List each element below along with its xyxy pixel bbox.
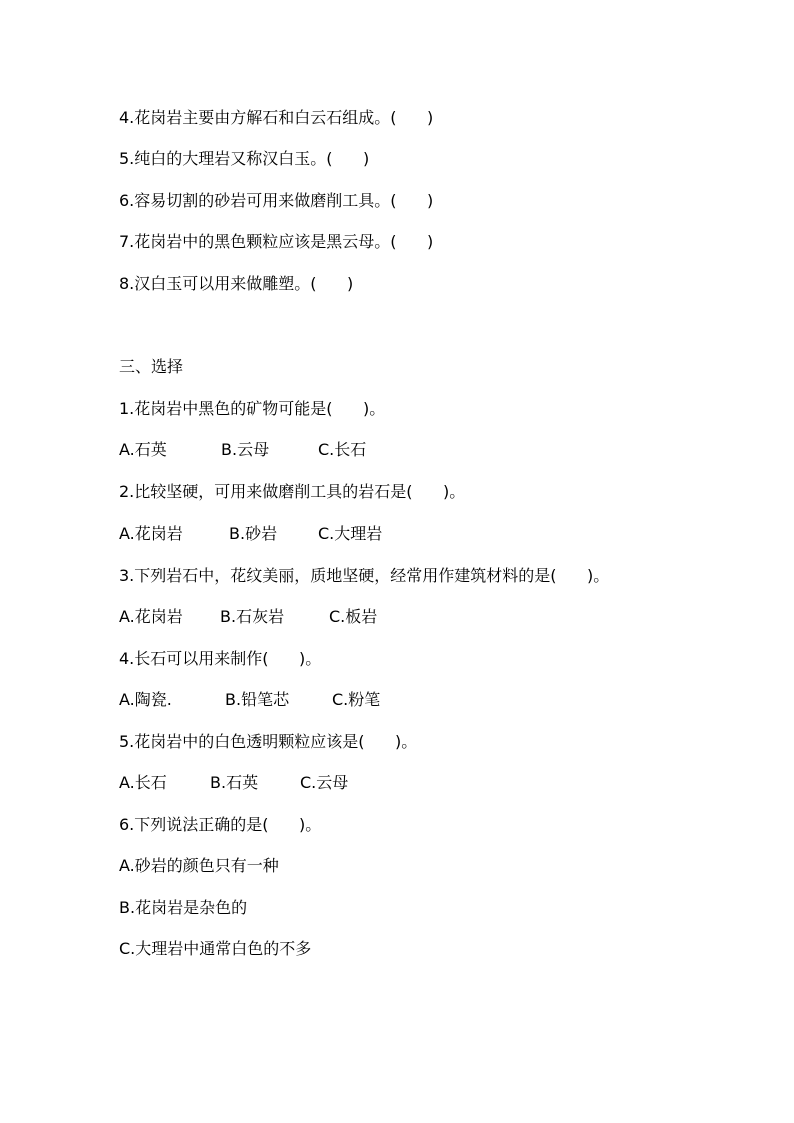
question-3-stem: 3.下列岩石中，花纹美丽，质地坚硬，经常用作建筑材料的是( )。 [119, 566, 610, 585]
question-1-stem: 1.花岗岩中黑色的矿物可能是( )。 [119, 399, 386, 418]
question-3-option-b: B.石灰岩 [220, 607, 285, 626]
judge-item-7: 7.花岗岩中的黑色颗粒应该是黑云母。( ) [119, 232, 434, 251]
question-2-stem: 2.比较坚硬，可用来做磨削工具的岩石是( )。 [119, 482, 466, 501]
question-1-option-b: B.云母 [221, 440, 270, 459]
question-5-option-b: B.石英 [210, 773, 259, 792]
question-6-option-a: A.砂岩的颜色只有一种 [119, 856, 279, 875]
question-6-stem: 6.下列说法正确的是( )。 [119, 815, 322, 834]
judge-item-5: 5.纯白的大理岩又称汉白玉。( ) [119, 149, 370, 168]
question-5-option-a: A.长石 [119, 773, 167, 792]
judge-item-8: 8.汉白玉可以用来做雕塑。( ) [119, 274, 354, 293]
question-4-options [119, 690, 679, 710]
question-3-option-c: C.板岩 [329, 607, 378, 626]
question-1-option-a: A.石英 [119, 440, 167, 459]
question-3-options [119, 607, 679, 627]
question-5-options [119, 773, 679, 793]
question-2-option-c: C.大理岩 [318, 524, 383, 543]
question-2-options [119, 524, 679, 544]
question-4-option-a: A.陶瓷. [119, 690, 172, 709]
judge-item-4: 4.花岗岩主要由方解石和白云石组成。( ) [119, 108, 434, 127]
section-heading: 三、选择 [119, 357, 184, 376]
question-4-option-c: C.粉笔 [332, 690, 381, 709]
question-1-options [119, 440, 679, 460]
question-5-option-c: C.云母 [300, 773, 349, 792]
question-2-option-a: A.花岗岩 [119, 524, 183, 543]
question-6-option-c: C.大理岩中通常白色的不多 [119, 939, 312, 958]
question-2-option-b: B.砂岩 [229, 524, 278, 543]
question-6-option-b: B.花岗岩是杂色的 [119, 898, 248, 917]
question-3-option-a: A.花岗岩 [119, 607, 183, 626]
question-4-stem: 4.长石可以用来制作( )。 [119, 649, 322, 668]
question-4-option-b: B.铅笔芯 [225, 690, 290, 709]
judge-item-6: 6.容易切割的砂岩可用来做磨削工具。( ) [119, 191, 434, 210]
question-5-stem: 5.花岗岩中的白色透明颗粒应该是( )。 [119, 732, 418, 751]
question-1-option-c: C.长石 [318, 440, 367, 459]
